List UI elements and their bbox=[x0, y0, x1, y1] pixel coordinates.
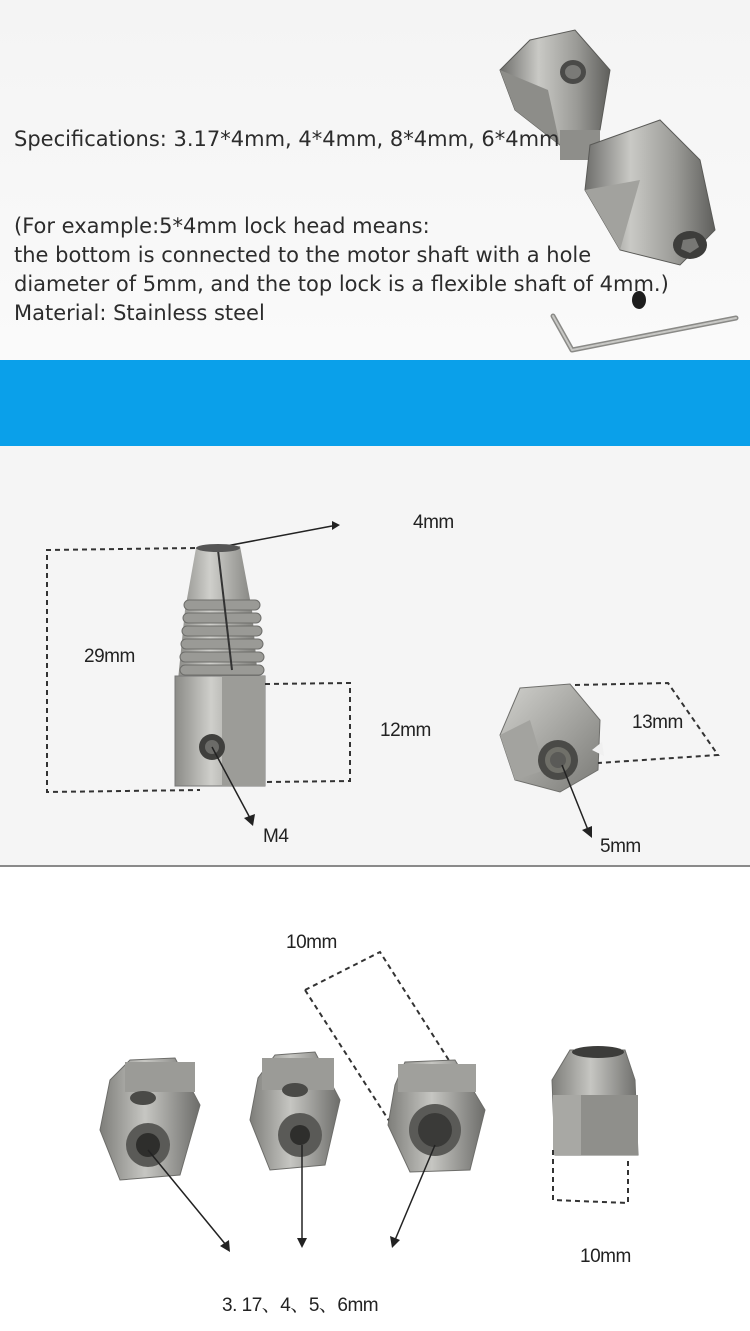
bore-sizes-label: 3. 17、4、5、6mm bbox=[222, 1295, 379, 1316]
top-bore-label: 4mm bbox=[413, 512, 454, 533]
material-text: Material: Stainless steel bbox=[14, 301, 265, 325]
hex-size-label: 12mm bbox=[380, 720, 431, 741]
specifications-text: Specifications: 3.17*4mm, 4*4mm, 8*4mm, 6*4mm bbox=[14, 127, 560, 151]
nut-height-label: 10mm bbox=[580, 1246, 631, 1267]
nut-width-label: 13mm bbox=[632, 712, 683, 733]
example-text-line-3: diameter of 5mm, and the top lock is a flexible shaft of 4mm.) bbox=[14, 272, 669, 296]
nut-hole-label: 5mm bbox=[600, 836, 641, 857]
example-text-line-2: the bottom is connected to the motor shaft with a hole bbox=[14, 243, 592, 267]
example-text-line-1: (For example:5*4mm lock head means: bbox=[14, 214, 430, 238]
thread-label: M4 bbox=[263, 826, 289, 847]
length-label: 29mm bbox=[84, 646, 135, 667]
hex-across-label: 10mm bbox=[286, 932, 337, 953]
